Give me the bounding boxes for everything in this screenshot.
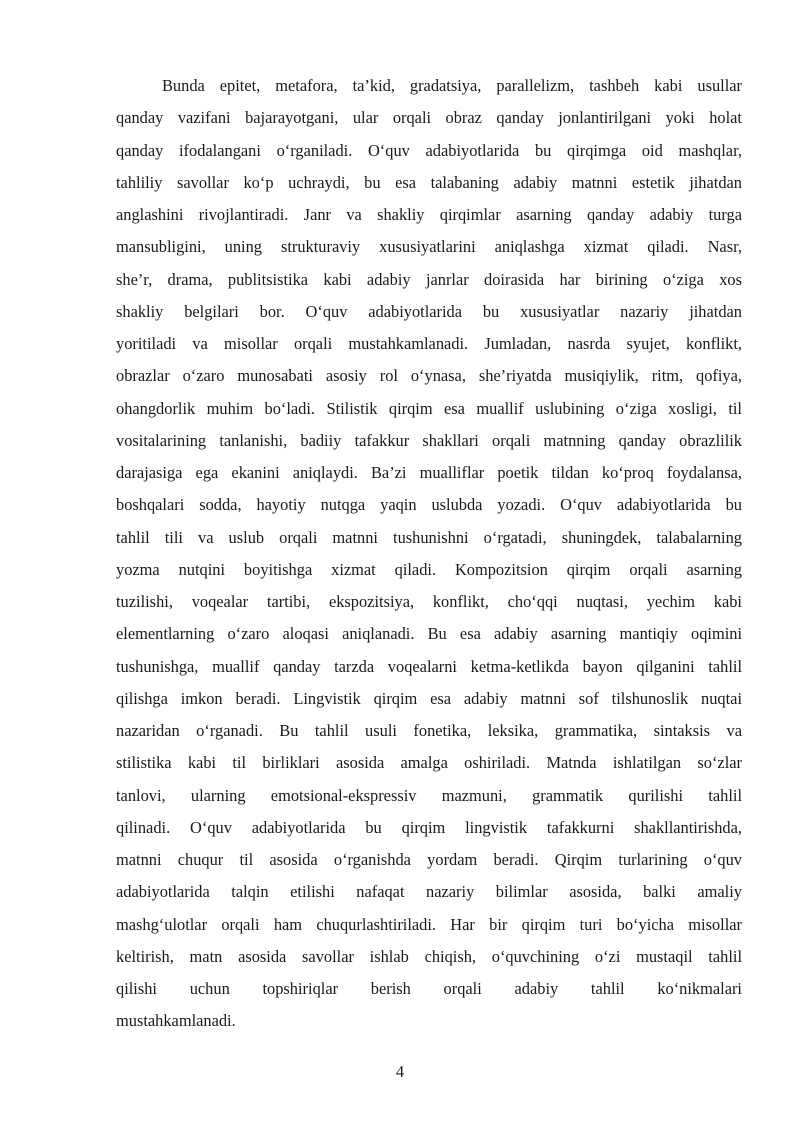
- paragraph-line: mustahkamlanadi.: [116, 1011, 236, 1031]
- paragraph-line: tuzilishi, voqealar tartibi, ekspozitsiya, konflikt, cho‘qqi nuqtasi, yechim kabi: [116, 592, 742, 611]
- body-paragraph: [116, 70, 742, 1038]
- paragraph-line: qilinadi. O‘quv adabiyotlarida bu qirqim lingvistik tafakkurni shakllantirishda,: [116, 817, 742, 837]
- paragraph-line: keltirish, matn asosida savollar ishlab chiqish, o‘quvchining o‘zi mustaqil tahlil: [116, 946, 742, 966]
- paragraph-line: mashg‘ulotlar orqali ham chuqurlashtiriladi. Har bir qirqim turi bo‘yicha misollar: [116, 914, 742, 934]
- paragraph-line: ohangdorlik muhim bo‘ladi. Stilistik qirqim esa muallif uslubining o‘ziga xosligi, til: [116, 398, 742, 418]
- paragraph-line: boshqalari sodda, hayotiy nutqga yaqin uslubda yozadi. O‘quv adabiyotlarida bu: [116, 495, 742, 515]
- paragraph-line: tahlil tili va uslub orqali matnni tushunishni o‘rgatadi, shuningdek, talabalarning: [116, 527, 742, 547]
- paragraph-line: tahliliy savollar ko‘p uchraydi, bu esa talabaning adabiy matnni estetik jihatdan: [116, 172, 742, 192]
- paragraph-line: obrazlar o‘zaro munosabati asosiy rol o‘ynasa, she’riyatda musiqiylik, ritm, qofiya,: [116, 366, 742, 386]
- paragraph-line: vositalarining tanlanishi, badiiy tafakkur shakllari orqali matnning qanday obrazlilik: [116, 430, 742, 450]
- paragraph-line: she’r, drama, publitsistika kabi adabiy janrlar doirasida har birining o‘ziga xos: [116, 269, 742, 289]
- paragraph-line: anglashini rivojlantiradi. Janr va shakliy qirqimlar asarning qanday adabiy turga: [116, 205, 742, 224]
- paragraph-line: tushunishga, muallif qanday tarzda voqealarni ketma-ketlikda bayon qilganini tahlil: [116, 656, 742, 676]
- paragraph-line: qanday vazifani bajarayotgani, ular orqali obraz qanday jonlantirilgani yoki holat: [116, 108, 742, 128]
- paragraph-line: darajasiga ega ekanini aniqlaydi. Ba’zi mualliflar poetik tildan ko‘proq foydalansa,: [116, 463, 742, 482]
- paragraph-line: elementlarning o‘zaro aloqasi aniqlanadi. Bu esa adabiy asarning mantiqiy oqimini: [116, 624, 742, 644]
- paragraph-line: stilistika kabi til birliklari asosida amalga oshiriladi. Matnda ishlatilgan so‘zlar: [116, 753, 742, 773]
- paragraph-line: qilishga imkon beradi. Lingvistik qirqim esa adabiy matnni sof tilshunoslik nuqtai: [116, 688, 742, 708]
- paragraph-line: qanday ifodalangani o‘rganiladi. O‘quv adabiyotlarida bu qirqimga oid mashqlar,: [116, 140, 742, 160]
- paragraph-line: nazaridan o‘rganadi. Bu tahlil usuli fonetika, leksika, grammatika, sintaksis va: [116, 721, 742, 740]
- paragraph-line: matnni chuqur til asosida o‘rganishda yordam beradi. Qirqim turlarining o‘quv: [116, 850, 742, 869]
- page-number: 4: [395, 1062, 405, 1081]
- paragraph-line: tanlovi, ularning emotsional-ekspressiv mazmuni, grammatik qurilishi tahlil: [116, 785, 742, 805]
- paragraph-line: Bunda epitet, metafora, ta’kid, gradatsiya, parallelizm, tashbeh kabi usullar: [162, 76, 742, 95]
- paragraph-line: qilishi uchun topshiriqlar berish orqali adabiy tahlil ko‘nikmalari: [116, 979, 742, 998]
- paragraph-line: shakliy belgilari bor. O‘quv adabiyotlarida bu xususiyatlar nazariy jihatdan: [116, 301, 742, 321]
- paragraph-line: adabiyotlarida talqin etilishi nafaqat nazariy bilimlar asosida, balki amaliy: [116, 882, 742, 902]
- paragraph-line: yozma nutqini boyitishga xizmat qiladi. Kompozitsion qirqim orqali asarning: [116, 559, 742, 579]
- paragraph-line: yoritiladi va misollar orqali mustahkamlanadi. Jumladan, nasrda syujet, konflikt,: [116, 334, 742, 353]
- paragraph-line: mansubligini, uning strukturaviy xususiyatlarini aniqlashga xizmat qiladi. Nasr,: [116, 237, 742, 257]
